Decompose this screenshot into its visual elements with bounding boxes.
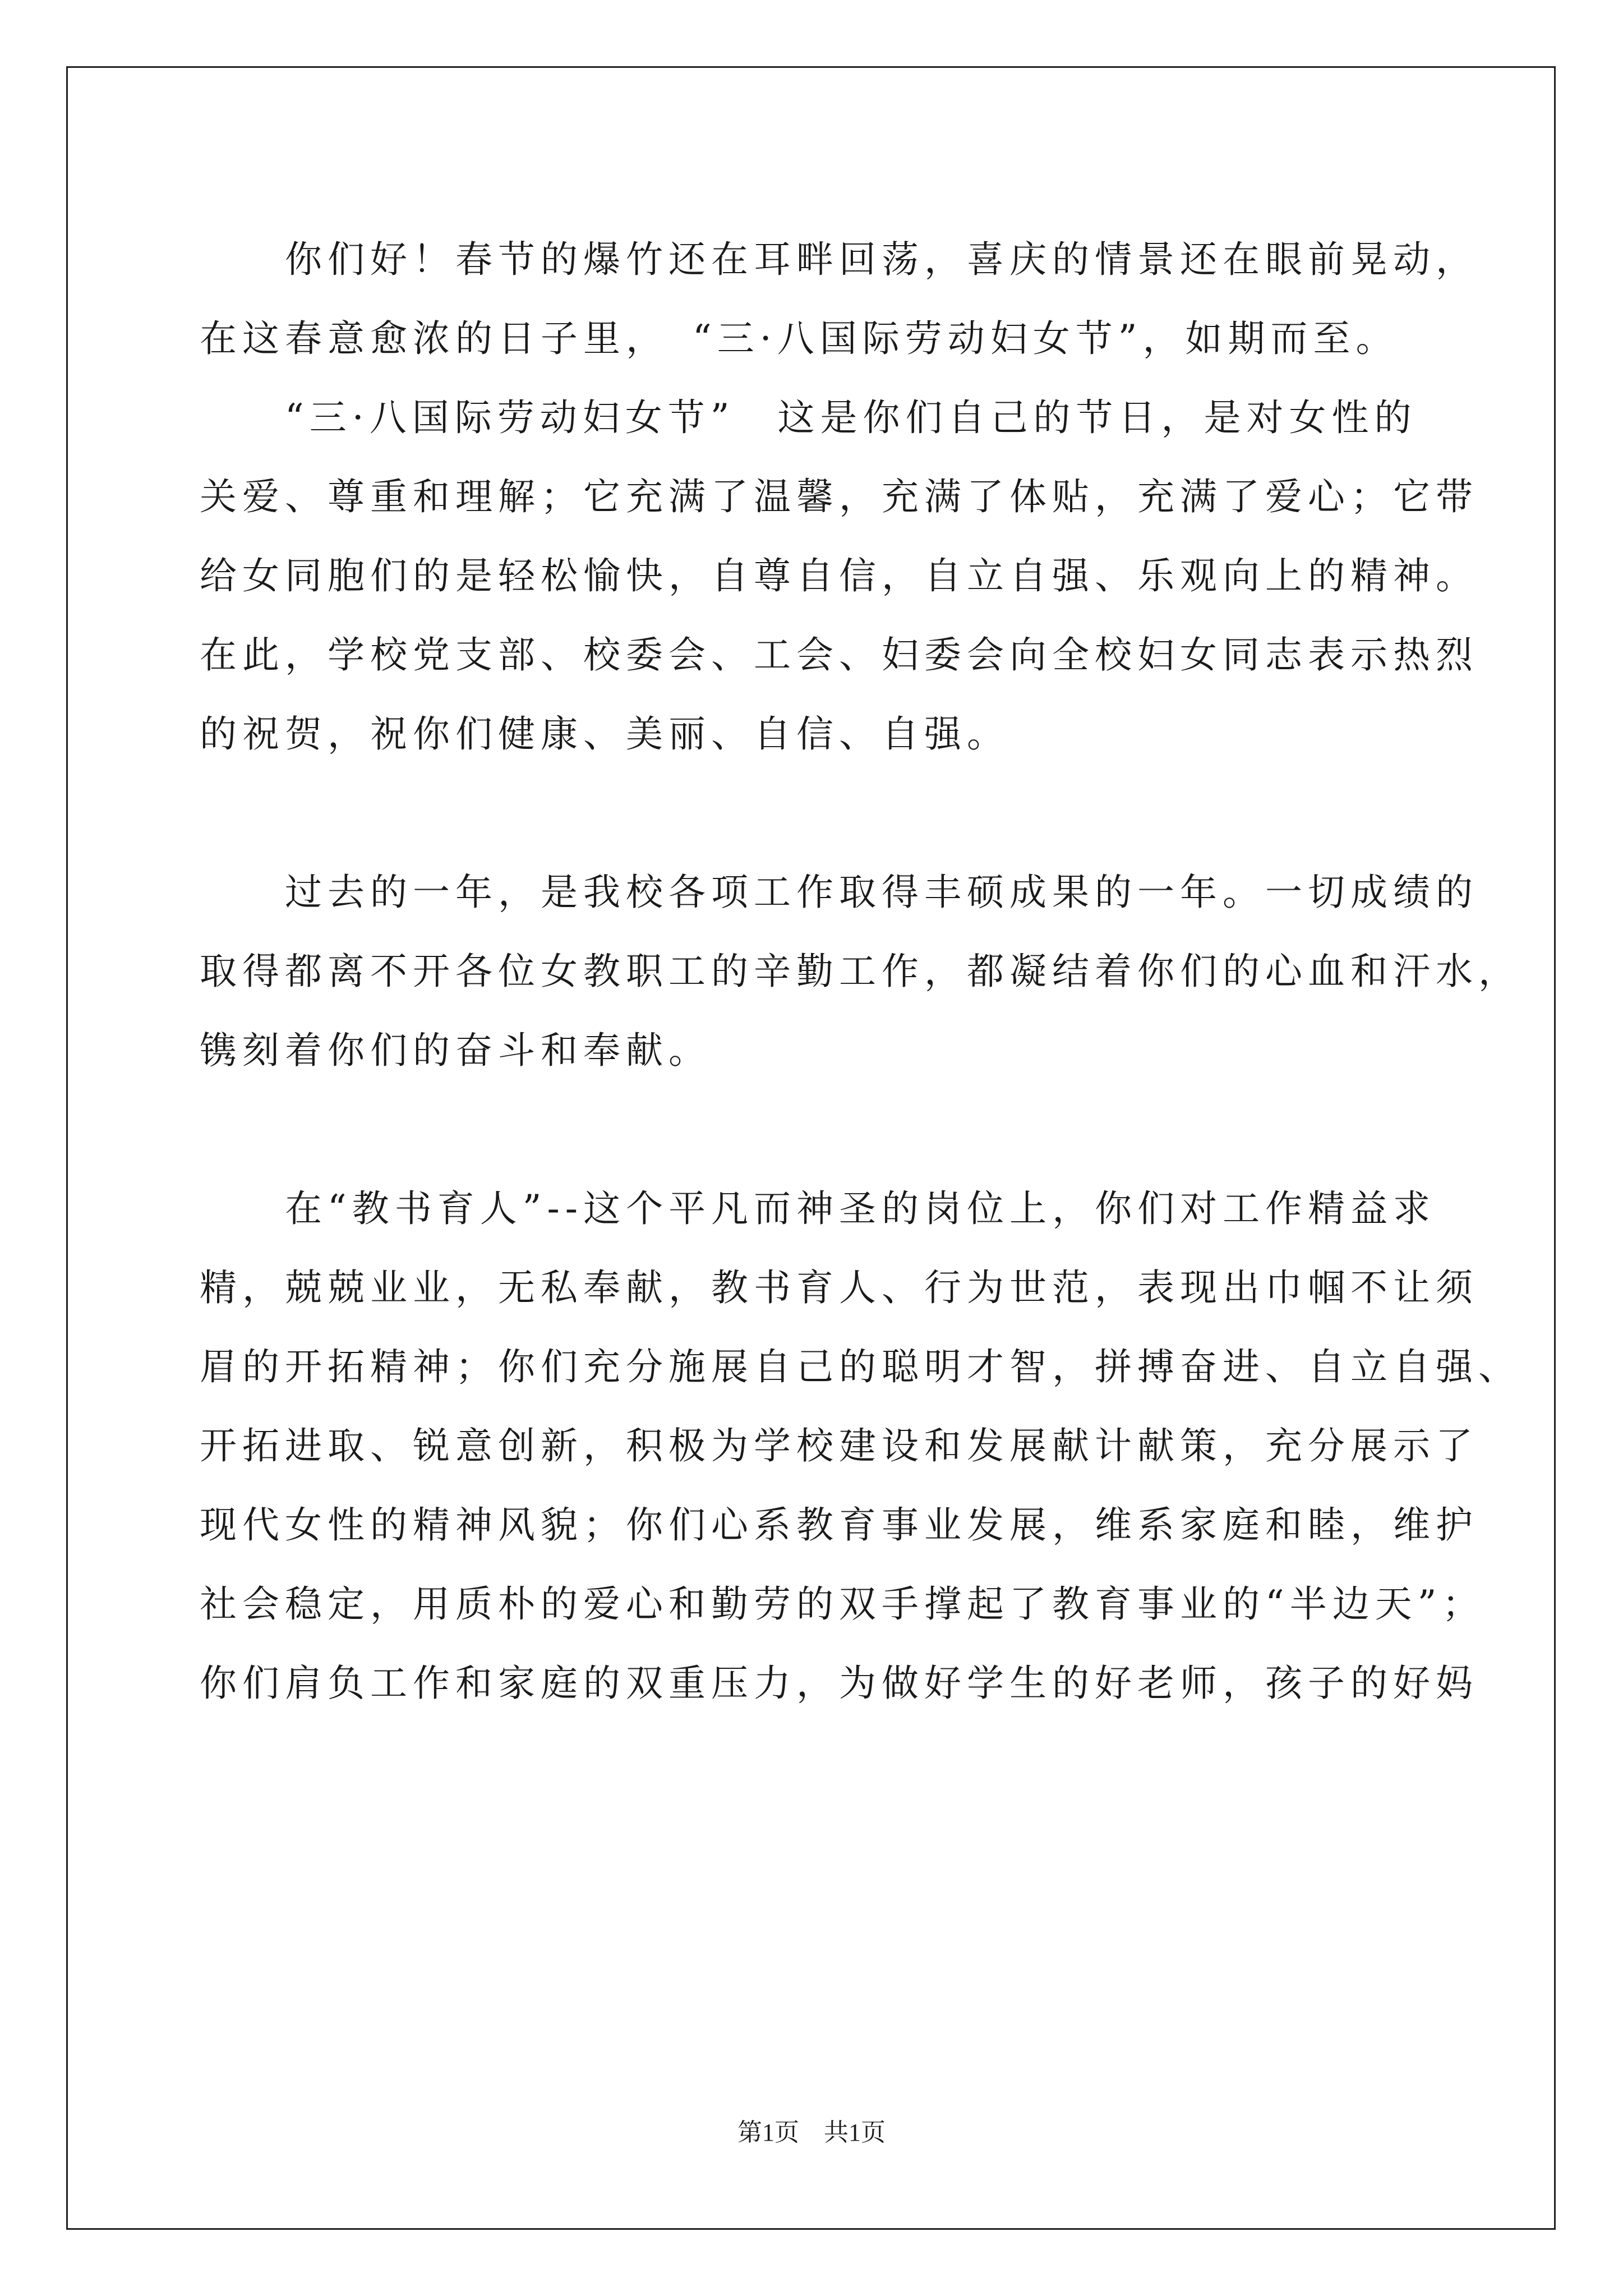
text-line: 精，兢兢业业，无私奉献，教书育人、行为世范，表现出巾帼不让须 — [200, 1266, 1478, 1309]
text-line: 眉的开拓精神；你们充分施展自己的聪明才智，拼搏奋进、自立自强、 — [200, 1345, 1521, 1388]
text-line: 你们肩负工作和家庭的双重压力，为做好学生的好老师，孩子的好妈 — [200, 1662, 1478, 1705]
text-line: 社会稳定，用质朴的爱心和勤劳的双手撑起了教育事业的“半边天”； — [200, 1582, 1485, 1626]
text-line: 给女同胞们的是轻松愉快，自尊自信，自立自强、乐观向上的精神。 — [200, 554, 1478, 597]
paragraph-spacer — [200, 774, 1456, 853]
text-line: 的祝贺，祝你们健康、美丽、自信、自强。 — [200, 712, 1009, 756]
page-number-footer: 第1页 共1页 — [737, 2119, 886, 2146]
text-line: 开拓进取、锐意创新，积极为学校建设和发展献计献策，充分展示了 — [200, 1424, 1478, 1467]
text-line: 关爱、尊重和理解；它充满了温馨，充满了体贴，充满了爱心；它带 — [200, 475, 1478, 518]
text-line: 镌刻着你们的奋斗和奉献。 — [200, 1029, 711, 1072]
text-line: 现代女性的精神风貌；你们心系教育事业发展，维系家庭和睦，维护 — [200, 1503, 1478, 1547]
text-line: 在这春意愈浓的日子里， “三·八国际劳动妇女节”，如期而至。 — [200, 317, 1399, 360]
paragraph-spacer — [200, 1090, 1456, 1169]
text-line: 你们好！春节的爆竹还在耳畔回荡，喜庆的情景还在眼前晃动， — [200, 238, 1478, 281]
document-body — [200, 220, 1521, 1723]
text-line: 在此，学校党支部、校委会、工会、妇委会向全校妇女同志表示热烈 — [200, 633, 1478, 677]
text-line: “三·八国际劳动妇女节” 这是你们自己的节日，是对女性的 — [200, 396, 1417, 439]
text-line: 过去的一年，是我校各项工作取得丰硕成果的一年。一切成绩的 — [200, 871, 1478, 914]
text-line: 取得都离不开各位女教职工的辛勤工作，都凝结着你们的心血和汗水， — [200, 950, 1521, 993]
text-line: 在“教书育人”--这个平凡而神圣的岗位上，你们对工作精益求 — [200, 1187, 1436, 1230]
